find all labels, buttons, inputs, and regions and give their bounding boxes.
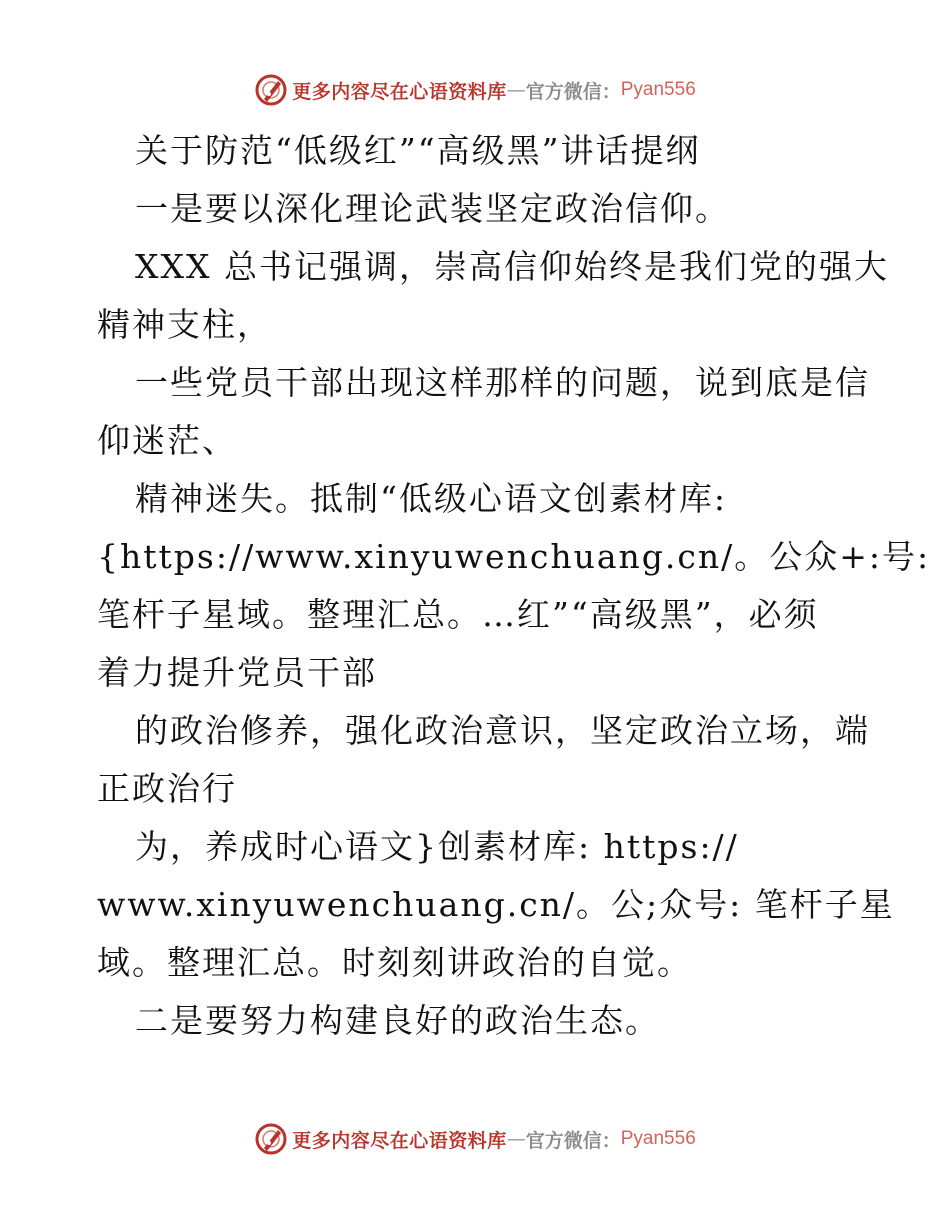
document-body (97, 122, 931, 1050)
paragraph-line: 的政治修养，强化政治意识，坚定政治立场，端 (135, 711, 870, 750)
pen-nib-logo-icon (254, 1122, 288, 1156)
banner-dash: — (506, 1128, 526, 1150)
pen-nib-logo-icon (254, 73, 288, 107)
paragraph-line: 精神迷失。抵制“低级心语文创素材库: (135, 479, 727, 518)
banner-slogan: 更多内容尽在心语资料库 (292, 1129, 507, 1152)
paragraph-line: 正政治行 (97, 769, 237, 808)
paragraph-line: 精神支柱， (97, 305, 272, 344)
paragraph-line: 笔杆子星域。整理汇总。…红”“高级黑”，必须 (97, 595, 819, 634)
banner-wechat-id: Pyan556 (620, 79, 696, 100)
paragraph-line: 仰迷茫、 (97, 421, 237, 460)
paragraph-line: www.xinyuwenchuang.cn/。公;众号: 笔杆子星 (97, 885, 895, 924)
header-banner (0, 70, 950, 110)
footer-banner (0, 1119, 950, 1159)
section-heading: 一是要以深化理论武装坚定政治信仰。 (135, 189, 730, 228)
paragraph-line: {https://www.xinyuwenchuang.cn/。公众+:号: (97, 537, 931, 576)
banner-wechat-label: 官方微信： (525, 1129, 621, 1152)
paragraph-line: 一些党员干部出现这样那样的问题，说到底是信 (135, 363, 870, 402)
paragraph-line: XXX 总书记强调，崇高信仰始终是我们党的强大 (135, 247, 889, 286)
banner-wechat-label: 官方微信： (525, 80, 621, 103)
document-title: 关于防范“低级红”“高级黑”讲话提纲 (135, 131, 701, 170)
banner-slogan: 更多内容尽在心语资料库 (292, 80, 507, 103)
banner-wechat-id: Pyan556 (620, 1128, 696, 1149)
banner-dash: — (506, 79, 526, 101)
paragraph-line: 着力提升党员干部 (97, 653, 377, 692)
paragraph-line: 域。整理汇总。时刻刻讲政治的自觉。 (97, 943, 692, 982)
section-heading: 二是要努力构建良好的政治生态。 (135, 1001, 660, 1040)
paragraph-line: 为，养成时心语文}创素材库: https:// (135, 827, 739, 866)
